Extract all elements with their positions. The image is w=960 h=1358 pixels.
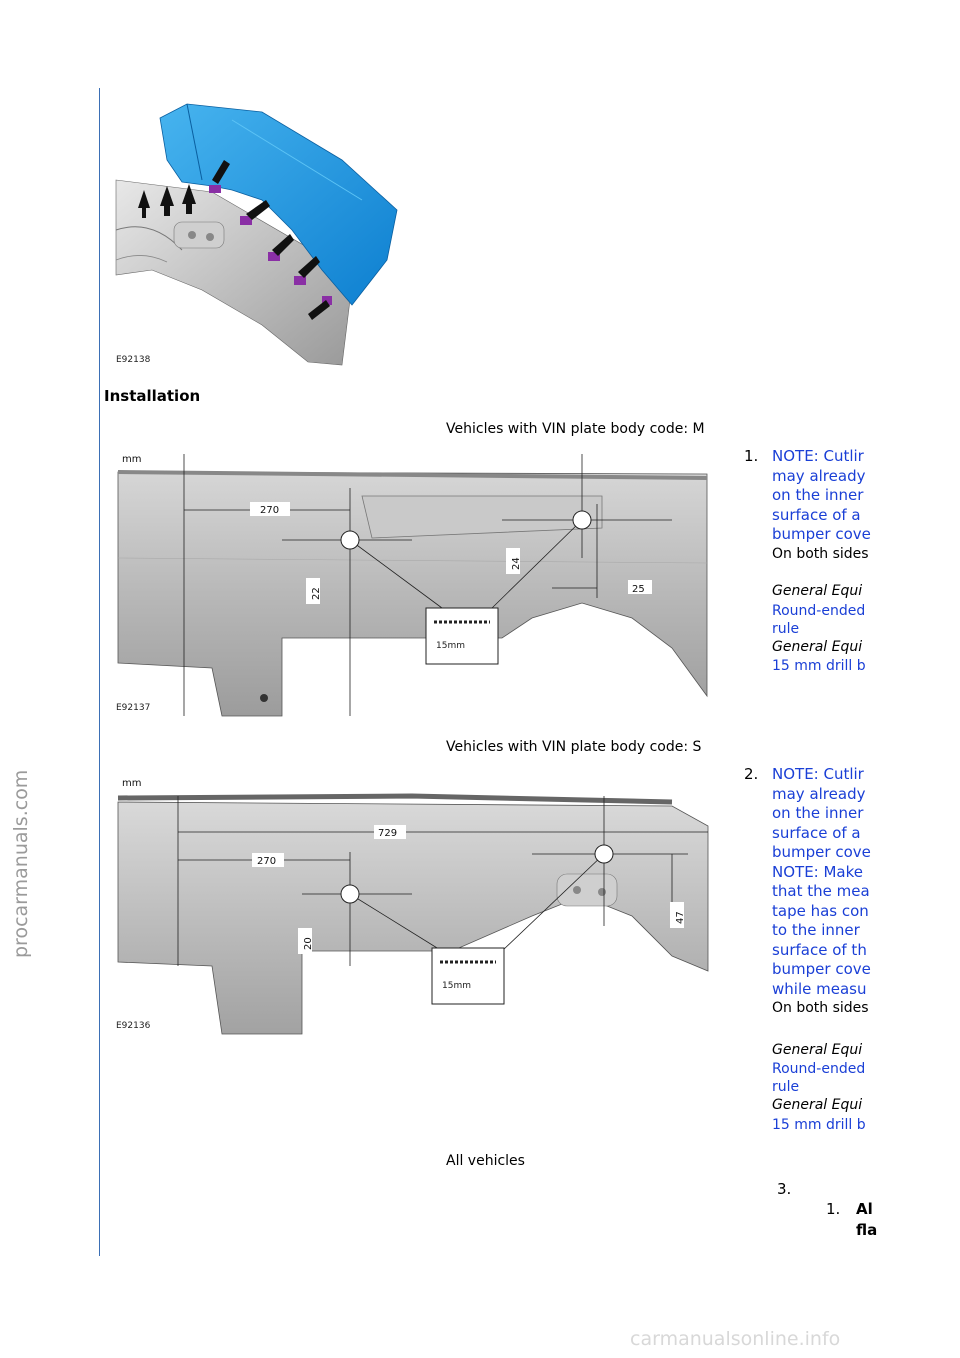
svg-text:270: 270 xyxy=(257,856,277,867)
svg-text:E92136: E92136 xyxy=(116,1021,151,1031)
condition-all-vehicles: All vehicles xyxy=(446,1153,525,1169)
figure-drill-positions-body-m xyxy=(112,448,708,716)
svg-text:20: 20 xyxy=(303,937,314,950)
svg-text:mm: mm xyxy=(122,778,142,789)
svg-text:47: 47 xyxy=(675,911,686,924)
svg-text:22: 22 xyxy=(311,587,322,600)
figure-drill-positions-body-s xyxy=(112,766,708,1034)
svg-text:24: 24 xyxy=(511,557,522,570)
figure-bumper-cover-removal xyxy=(112,100,402,370)
tool-link-drill-bit[interactable]: 15 mm drill b xyxy=(772,658,866,674)
tool-link-round-ended-rule-2[interactable]: Round-ended rule xyxy=(772,1061,866,1095)
svg-text:mm: mm xyxy=(122,454,142,465)
svg-text:E92137: E92137 xyxy=(116,703,151,713)
svg-text:E92138: E92138 xyxy=(116,355,151,365)
svg-text:729: 729 xyxy=(378,828,398,839)
svg-text:270: 270 xyxy=(260,505,280,516)
condition-body-code-s: Vehicles with VIN plate body code: S xyxy=(446,739,702,755)
step-1: 1. NOTE: Cutlir may already on the inner surface of a bumper cove On both sides General Equi Round-ended rule General Equi 15 mm drill b xyxy=(744,447,854,687)
step-2: 2. NOTE: Cutlir may already on the inner surface of a bumper cove NOTE: Make that the mea tape has con to the inner surface of th bumper cove while measu On both sides General Equi Round-ended rule General Equi 15 mm drill b xyxy=(744,765,854,1145)
condition-body-code-m: Vehicles with VIN plate body code: M xyxy=(446,421,705,437)
tool-link-drill-bit-2[interactable]: 15 mm drill b xyxy=(772,1116,866,1133)
tool-link-round-ended-rule[interactable]: Round-ended rule xyxy=(772,602,866,637)
svg-text:15mm: 15mm xyxy=(442,981,471,991)
step-3-number: 3. xyxy=(777,1180,792,1198)
step-3-substep: 1. Al fla xyxy=(826,1200,878,1239)
bottom-watermark: carmanualsonline.info xyxy=(630,1328,841,1350)
svg-text:15mm: 15mm xyxy=(436,641,465,651)
left-margin-rule xyxy=(99,88,100,1256)
section-heading: Installation xyxy=(104,387,201,405)
side-watermark: procarmanuals.com xyxy=(10,769,32,958)
svg-text:25: 25 xyxy=(632,584,645,595)
